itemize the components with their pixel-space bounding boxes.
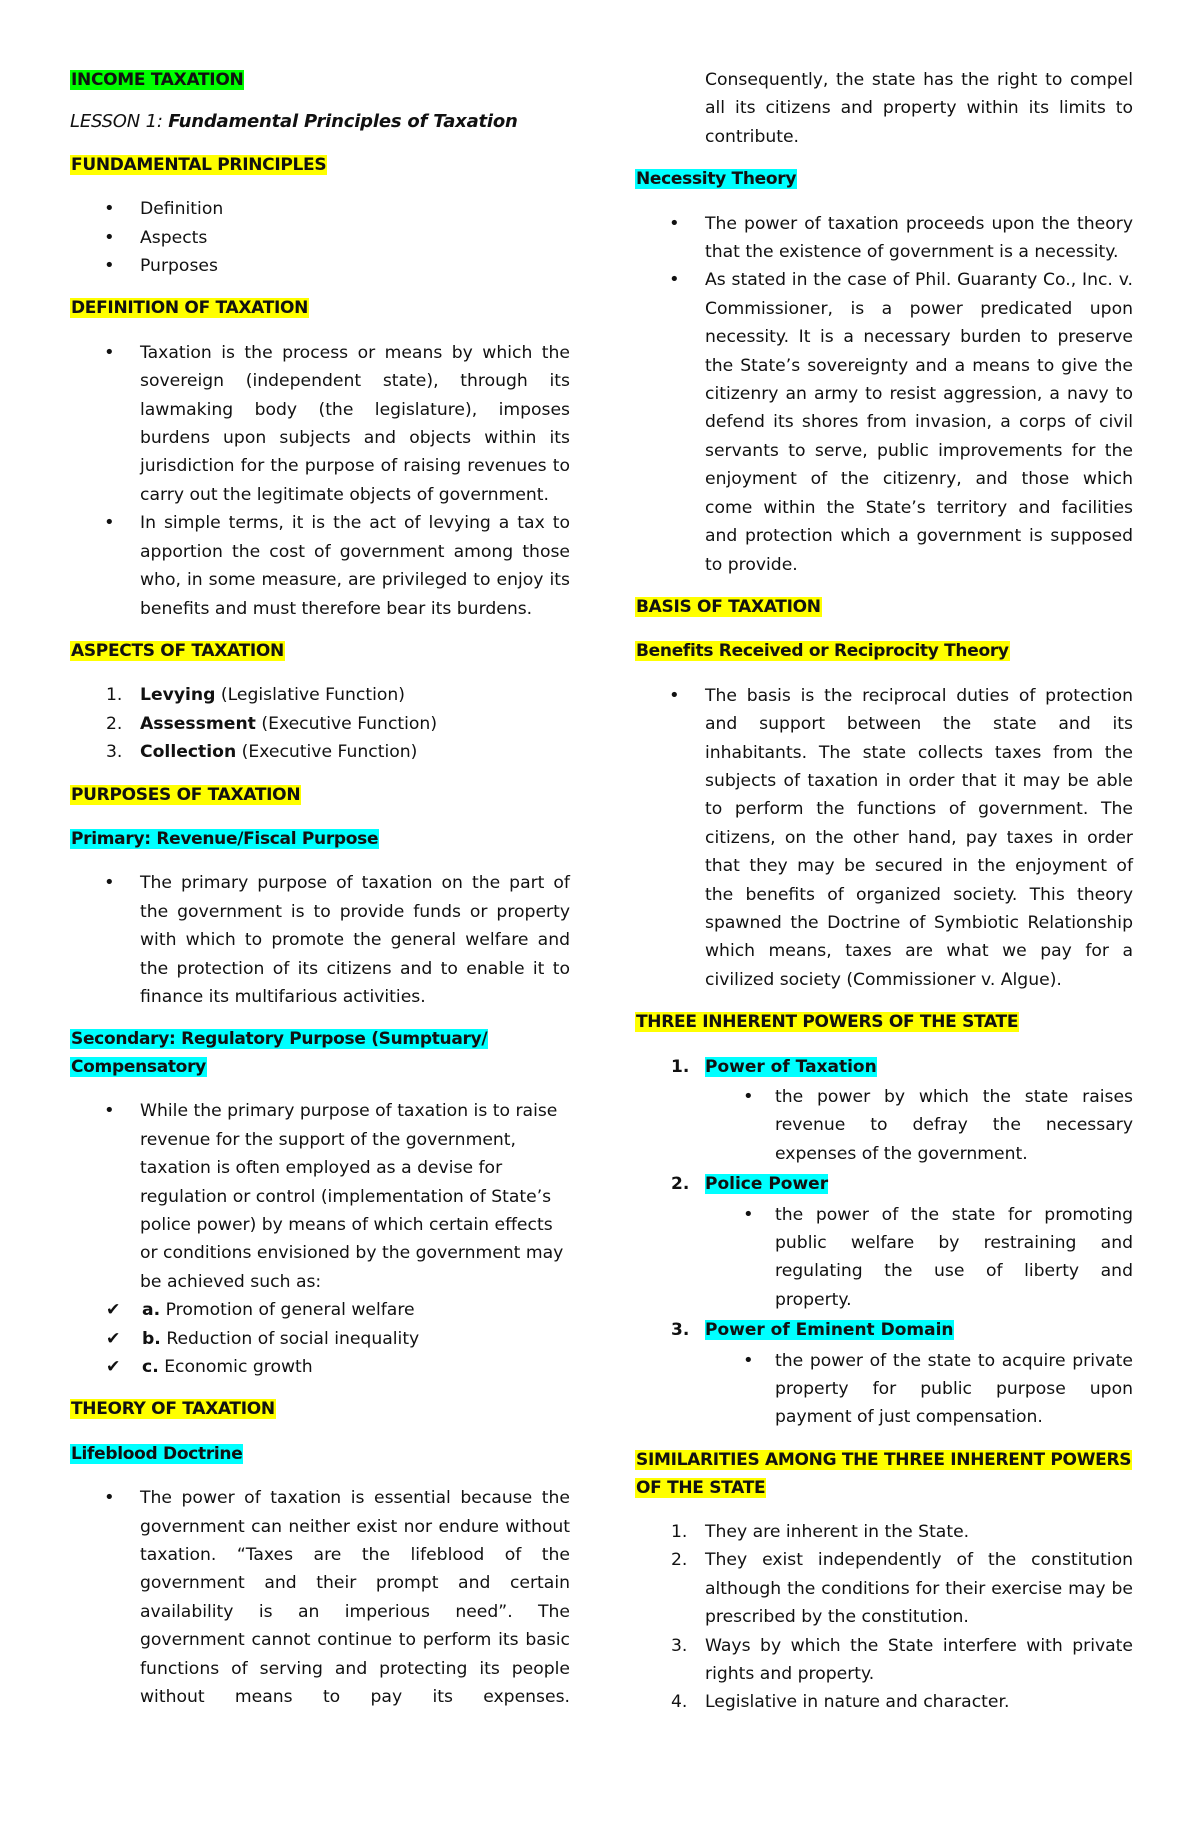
eminent-domain-list [635,1347,1133,1432]
fundamental-heading: FUNDAMENTAL PRINCIPLES [71,154,327,175]
power-taxation-list [635,1083,1133,1168]
purposes-heading: PURPOSES OF TAXATION [71,784,301,805]
list-item: 3. Ways by which the State interfere with private rights and property. [671,1635,1133,1684]
list-item: 3. Collection (Executive Function) [106,742,418,763]
definition-list [70,339,570,623]
checkmark-icon: ✔ [106,1357,121,1378]
list-item: • Purposes [70,252,570,280]
checkmark-icon: ✔ [106,1300,121,1321]
benefits-heading: Benefits Received or Reciprocity Theory [636,641,1009,662]
document-title: INCOME TAXATION [71,70,244,90]
list-item: 1. They are inherent in the State. [671,1521,970,1542]
list-item: • The primary purpose of taxation on the part of the government is to provide funds or property with which to promote the general welfare and the protection of its citizens and to enable it to finance its multifarious activities. [70,869,570,1011]
list-item: • The power of taxation proceeds upon the theory that the existence of government is a necessity. [635,210,1133,267]
aspects-list [70,681,570,766]
secondary-heading: Secondary: Regulatory Purpose (Sumptuary/ Compensatory [71,1029,488,1078]
similarities-heading: SIMILARITIES AMONG THE THREE INHERENT POWERS OF THE STATE [636,1449,1132,1498]
power-taxation-heading: 1. Power of Taxation [671,1056,877,1077]
list-item: • the power by which the state raises revenue to defray the necessary expenses of the government. [635,1083,1133,1168]
definition-heading: DEFINITION OF TAXATION [71,298,309,319]
check-item: ✔ c. Economic growth [70,1353,570,1381]
checklist [70,1296,570,1381]
eminent-domain-heading: 3. Power of Eminent Domain [671,1320,954,1341]
right-column [635,66,1133,1731]
list-item: 1. Levying (Legislative Function) [106,685,405,706]
primary-list [70,869,570,1011]
powers-heading: THREE INHERENT POWERS OF THE STATE [636,1012,1019,1033]
benefits-list [635,682,1133,994]
necessity-list [635,210,1133,579]
primary-heading: Primary: Revenue/Fiscal Purpose [71,828,379,849]
list-item: 2. Assessment (Executive Function) [106,713,438,734]
list-item: • In simple terms, it is the act of levying a tax to apportion the cost of government among those who, in some measure, are privileged to enjoy its benefits and must therefore bear its burdens. [70,509,570,623]
theory-heading: THEORY OF TAXATION [71,1399,275,1420]
list-item: • As stated in the case of Phil. Guaranty Co., Inc. v. Commissioner, is a power predicated upon necessity. It is a necessary burden to preserve the State’s sovereignty and a means to give the citizenry an army to resist aggression, a navy to defend its shores from invasion, a corps of civil servants to serve, public improvements for the enjoyment of the citizenry, and those which come within the State’s territory and facilities and protection which a government is supposed to provide. [635,266,1133,578]
aspects-heading: ASPECTS OF TAXATION [71,640,284,661]
list-item: • the power of the state for promoting public welfare by restraining and regulating the use of liberty and property. [635,1201,1133,1315]
list-item: • The power of taxation is essential because the government can neither exist nor endure without taxation. “Taxes are the lifeblood of the government and their prompt and certain availability is an imperious need”. The government cannot continue to perform its basic functions of serving and protecting its people without means to pay its expenses. [70,1484,570,1711]
list-item: • Taxation is the process or means by which the sovereign (independent state), through its lawmaking body (the legislature), imposes burdens upon subjects and objects within its jurisdiction for the purpose of raising revenues to carry out the legitimate objects of government. [70,339,570,509]
check-item: ✔ b. Reduction of social inequality [70,1325,570,1353]
checkmark-icon: ✔ [106,1328,121,1349]
police-power-heading: 2. Police Power [671,1174,829,1195]
police-power-list [635,1201,1133,1315]
secondary-list [70,1097,570,1296]
list-item: 2. They exist independently of the constitution although the conditions for their exercise may be prescribed by the constitution. [671,1550,1133,1628]
check-item: ✔ a. Promotion of general welfare [70,1296,570,1324]
list-item: • Definition [70,195,570,223]
list-item: • Aspects [70,224,570,252]
similarities-list [635,1518,1133,1717]
left-column [70,66,570,1726]
basis-heading: BASIS OF TAXATION [636,596,821,617]
list-item: • While the primary purpose of taxation is to raise revenue for the support of the government, taxation is often employed as a devise for regulation or control (implementation of State’s police power) by means of which certain effects or conditions envisioned by the government may be achieved such as: [70,1097,570,1296]
lifeblood-heading: Lifeblood Doctrine [71,1443,243,1464]
necessity-heading: Necessity Theory [636,169,797,190]
fundamental-list [70,195,570,280]
lesson-title: LESSON 1: Fundamental Principles of Taxation [70,111,518,133]
list-item: • The basis is the reciprocal duties of protection and support between the state and its inhabitants. The state collects taxes from the subjects of taxation in order that it may be able to perform the functions of government. The citizens, on the other hand, pay taxes in order that they may be secured in the enjoyment of the benefits of organized society. This theory spawned the Doctrine of Symbiotic Relationship which means, taxes are what we pay for a civilized society (Commissioner v. Algue). [635,682,1133,994]
lifeblood-list [70,1484,570,1711]
list-item: 4. Legislative in nature and character. [671,1692,1010,1713]
continuation-text: Consequently, the state has the right to compel all its citizens and property within its limits to contribute. [705,70,1133,147]
list-item: • the power of the state to acquire private property for public purpose upon payment of just compensation. [635,1347,1133,1432]
